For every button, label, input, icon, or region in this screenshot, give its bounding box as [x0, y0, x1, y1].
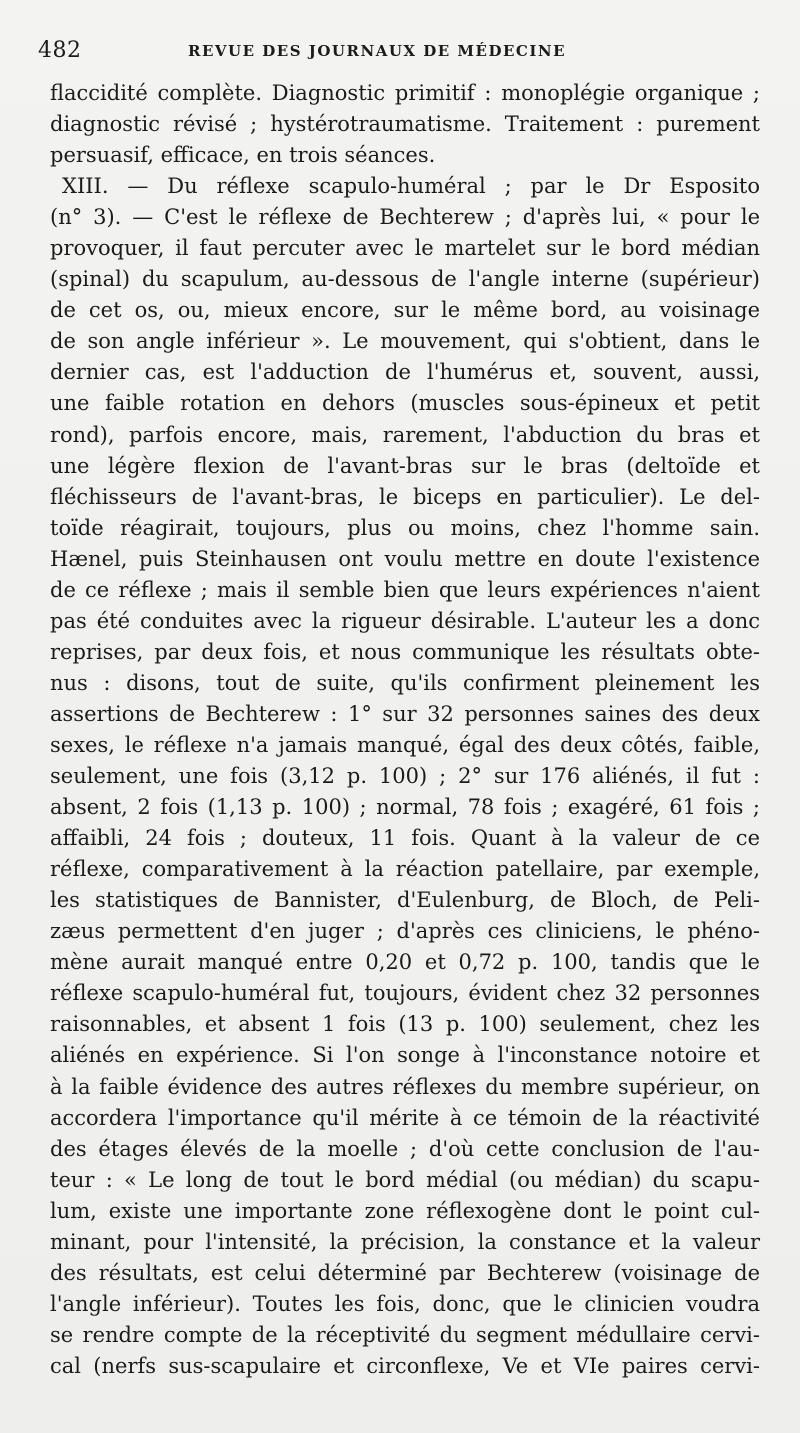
text-line: lum, existe une importante zone réflexogène dont le point cul-	[50, 1198, 760, 1223]
text-line: seulement, une fois (3,12 p. 100) ; 2° sur 176 aliénés, il fut :	[50, 764, 760, 789]
text-line: toïde réagirait, toujours, plus ou moins, chez l'homme sain.	[50, 515, 760, 540]
text-line: se rendre compte de la réceptivité du segment médullaire cervi-	[50, 1322, 760, 1347]
running-head: REVUE DES JOURNAUX DE MÉDECINE	[188, 42, 567, 60]
text-line: accordera l'importance qu'il mérite à ce témoin de la réactivité	[50, 1105, 760, 1130]
text-line: rond), parfois encore, mais, rarement, l'abduction du bras et	[50, 422, 760, 447]
text-line: de son angle inférieur ». Le mouvement, qui s'obtient, dans le	[50, 329, 760, 354]
text-line: (n° 3). — C'est le réflexe de Bechterew ; d'après lui, « pour le	[50, 205, 760, 230]
text-line: sexes, le réflexe n'a jamais manqué, égal des deux côtés, faible,	[50, 732, 760, 757]
text-line: cal (nerfs sus-scapulaire et circonflexe, Ve et VIe paires cervi-	[50, 1353, 760, 1378]
text-line: une faible rotation en dehors (muscles sous-épineux et petit	[50, 391, 760, 416]
text-line: réflexe scapulo-huméral fut, toujours, évident chez 32 personnes	[50, 981, 760, 1006]
page-header	[38, 38, 758, 68]
text-line: Hænel, puis Steinhausen ont voulu mettre en doute l'existence	[50, 546, 760, 571]
section-heading-line: XIII. — Du réflexe scapulo-huméral ; par le Dr Esposito	[62, 174, 760, 199]
text-line: dernier cas, est l'adduction de l'humérus et, souvent, aussi,	[50, 360, 760, 385]
text-line: aliénés en expérience. Si l'on songe à l'inconstance notoire et	[50, 1043, 760, 1068]
text-line: nus : disons, tout de suite, qu'ils confirment pleinement les	[50, 670, 760, 695]
text-line: persuasif, efficace, en trois séances.	[50, 143, 436, 168]
text-line: de ce réflexe ; mais il semble bien que leurs expériences n'aient	[50, 577, 760, 602]
text-line: (spinal) du scapulum, au-dessous de l'angle interne (supérieur)	[50, 267, 760, 292]
text-line: de cet os, ou, mieux encore, sur le même bord, au voisinage	[50, 298, 760, 323]
text-line: teur : « Le long de tout le bord médial (ou médian) du scapu-	[50, 1167, 760, 1192]
text-line: des étages élevés de la moelle ; d'où cette conclusion de l'au-	[50, 1136, 760, 1161]
text-line: raisonnables, et absent 1 fois (13 p. 100) seulement, chez les	[50, 1012, 760, 1037]
text-line: zæus permettent d'en juger ; d'après ces cliniciens, le phéno-	[50, 919, 760, 944]
text-line: absent, 2 fois (1,13 p. 100) ; normal, 78 fois ; exagéré, 61 fois ;	[50, 795, 760, 820]
text-line: diagnostic révisé ; hystérotraumatisme. Traitement : purement	[50, 112, 760, 137]
text-line: réflexe, comparativement à la réaction patellaire, par exemple,	[50, 857, 760, 882]
text-line: pas été conduites avec la rigueur désirable. L'auteur les a donc	[50, 608, 760, 633]
text-line: minant, pour l'intensité, la précision, la constance et la valeur	[50, 1229, 760, 1254]
text-line: flaccidité complète. Diagnostic primitif : monoplégie organique ;	[50, 81, 760, 105]
text-line: assertions de Bechterew : 1° sur 32 personnes saines des deux	[50, 701, 760, 726]
text-line: mène aurait manqué entre 0,20 et 0,72 p. 100, tandis que le	[50, 950, 760, 975]
text-line: des résultats, est celui déterminé par Bechterew (voisinage de	[50, 1260, 760, 1285]
body-text	[50, 78, 760, 1382]
text-line: affaibli, 24 fois ; douteux, 11 fois. Quant à la valeur de ce	[50, 826, 760, 851]
page-number: 482	[38, 38, 82, 63]
text-line: les statistiques de Bannister, d'Eulenburg, de Bloch, de Peli-	[50, 888, 760, 913]
text-line: une légère flexion de l'avant-bras sur le bras (deltoïde et	[50, 453, 760, 478]
text-line: fléchisseurs de l'avant-bras, le biceps en particulier). Le del-	[50, 484, 760, 509]
text-line: reprises, par deux fois, et nous communique les résultats obte-	[50, 639, 760, 664]
text-line: à la faible évidence des autres réflexes du membre supérieur, on	[50, 1074, 760, 1099]
text-line: l'angle inférieur). Toutes les fois, donc, que le clinicien voudra	[50, 1291, 760, 1316]
text-line: provoquer, il faut percuter avec le martelet sur le bord médian	[50, 236, 760, 261]
